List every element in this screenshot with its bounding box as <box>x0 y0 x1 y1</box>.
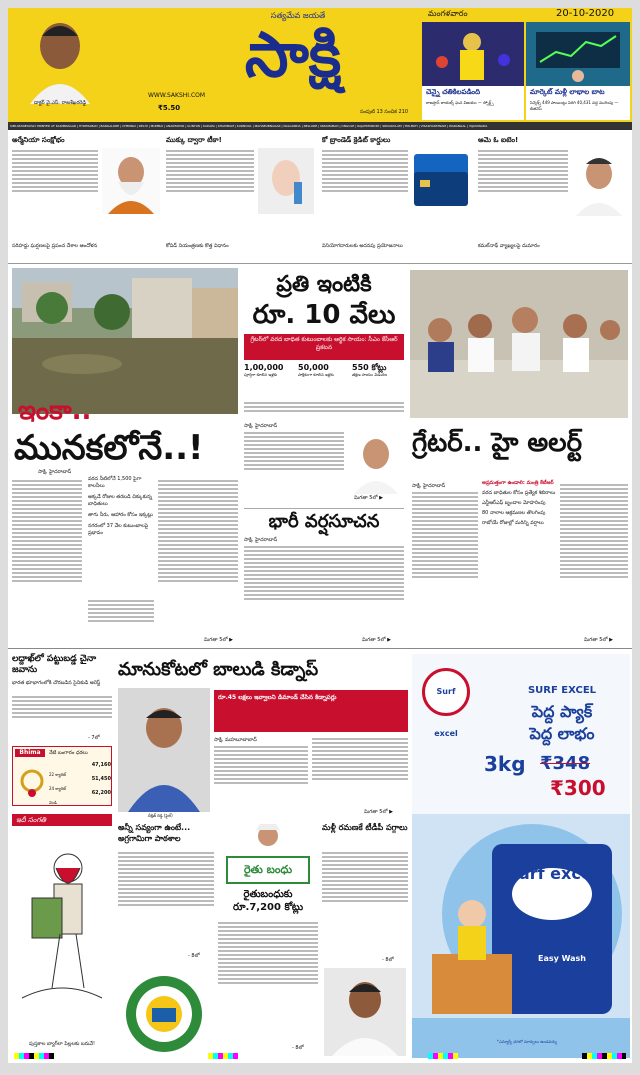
flood-headline-1: ఇంకా.. <box>18 396 92 426</box>
market-promo[interactable] <box>526 22 630 120</box>
gold-row <box>49 775 111 791</box>
farmer-icon <box>238 822 298 852</box>
scheme-page: - 8లో <box>382 957 394 963</box>
school-logo-icon <box>122 972 206 1056</box>
rain-byline: సాక్షి, హైదరాబాద్ <box>244 537 278 543</box>
flood-continued[interactable]: మిగతా 5లో ▶ <box>204 637 234 643</box>
scheme-tdp[interactable] <box>322 822 408 1058</box>
cricket-photo-icon <box>422 22 524 86</box>
teaser-body: కోవిడ్ నియంత్రణకు కొత్త విధానం <box>166 243 229 249</box>
rain-headline: భారీ వర్షసూచన <box>244 508 404 533</box>
ad-brand-logo: Surf excel <box>422 668 470 716</box>
meeting-photo-icon <box>410 270 628 418</box>
kidnap-photo-caption: దీక్షిత్ రెడ్డి (ఫైల్) <box>148 813 173 818</box>
alert-point: 80 నాలాల ఆక్రమణల తొలగింపు <box>482 510 546 516</box>
alert-body-col1 <box>412 490 478 630</box>
woman-nasal-spray-icon <box>258 148 314 214</box>
teaser-credit-cards[interactable] <box>322 136 472 260</box>
ladakh-headline: లద్దాఖ్‌లో పట్టుబడ్డ చైనా జవాను <box>12 654 97 675</box>
teaser-body: సరిహద్దు ఘర్షణలపై ప్రపంచ దేశాల ఆందోళన <box>12 243 98 249</box>
newspaper-page <box>8 8 632 1063</box>
scheme-page: - 8లో <box>188 953 200 959</box>
ad-old-price: ₹348 <box>540 753 591 774</box>
modi-photo-icon <box>102 148 160 214</box>
highlight-item: వరద నీటిలోనే 1,500 పైగా కాలనీలు <box>88 476 142 489</box>
scheme-body-lines <box>118 850 214 950</box>
kcr-photo <box>348 430 404 494</box>
stat-label: పాక్షికంగా కూలిన ఇళ్లకు <box>298 372 334 377</box>
alert-box <box>482 480 556 588</box>
section-divider <box>8 648 632 649</box>
teaser-body: కమల్‌నాథ్ వ్యాఖ్యలపై దుమారం <box>478 243 540 249</box>
cartoon-box <box>12 814 112 1058</box>
cartoon-label: ఇదీ సంగతి <box>12 814 112 826</box>
gold-row-value: 51,450 <box>91 776 111 782</box>
scheme-body-lines <box>322 850 408 950</box>
lead-note-lines <box>244 400 404 420</box>
cities-strip: SIMULTANEOUSLY PRINTED AT KARIMNAGAR | HYDERABAD | BANGALORE | CHENNAI | DELHI | MUMBAI | ANANTAPUR | GUNTUR | KADAPA | KHAMMAM | KURNOOL | MAHABUBNAGAR | NALGONDA | NELLORE | NIZAMABAD | ONGOLE | RAJAHMUNDRY | SRIKAKULAM | TIRUPATI | VISAKHAPATNAM | WARANGAL | VIJAYAWADA <box>8 122 632 130</box>
highlight-item: తాగు నీరు, ఆహారం కోసం ఇక్కట్లు <box>88 512 153 518</box>
surf-excel-ad[interactable] <box>412 654 630 1058</box>
stat-box <box>352 364 404 396</box>
boy-portrait-icon <box>118 688 210 812</box>
scheme-page: - 8లో <box>292 1045 304 1051</box>
flood-body-bottom <box>88 598 154 634</box>
teaser-body-lines <box>166 148 254 238</box>
rythu-logo: రైతు బంధు <box>226 856 310 884</box>
gold-row <box>49 789 111 805</box>
teaser-heading: కో బ్రాండెడ్ క్రెడిట్ కార్డులు <box>322 136 391 144</box>
scheme-headline: అన్నీ సవ్యంగా ఉంటే... అగ్రగామిగా పాఠశాల <box>118 823 191 843</box>
price: ₹5.50 <box>158 104 181 112</box>
ramana-portrait-icon <box>324 968 406 1056</box>
market-headline: మార్కెట్ మళ్లీ లాభాల బాట <box>530 88 605 96</box>
ladakh-page[interactable]: - 7లో <box>88 735 100 741</box>
stat-label: తక్షణ సాయం విడుదల <box>352 372 388 377</box>
teaser-armenia[interactable] <box>12 136 160 260</box>
kidnap-byline: సాక్షి, మహబూబాబాద్ <box>214 737 257 743</box>
issue-date: 20-10-2020 <box>556 8 615 19</box>
ad-pack-label: Easy Wash <box>537 954 587 963</box>
sports-sub: రాజస్తాన్ రాయల్స్ ఘన విజయం — స్పోర్ట్స్ <box>426 100 494 105</box>
alert-continued[interactable]: మిగతా 5లో ▶ <box>584 637 614 643</box>
stat-label: పూర్తిగా కూలిన ఇళ్లకు <box>244 372 278 377</box>
teaser-heading: అర్మేనియా సంక్షోభం <box>12 136 65 144</box>
masthead <box>8 8 632 122</box>
scheme-headline: రైతుబంధుకు రూ.7,200 కోట్లు <box>232 889 304 913</box>
color-swatch <box>582 1053 626 1059</box>
alert-point: వరద బాధితుల కోసం ప్రత్యేక శిబిరాలు <box>482 490 556 496</box>
teaser-nasal-vaccine[interactable] <box>166 136 316 260</box>
gold-row-label: 22 క్యారెట్ <box>49 772 67 777</box>
rain-continued[interactable]: మిగతా 5లో ▶ <box>362 637 392 643</box>
alert-headline: గ్రేటర్.. హై అలర్ట్ <box>412 428 583 458</box>
teaser-heading: ముక్కు ద్వారా టీకా! <box>166 136 222 144</box>
flooded-street-icon <box>12 268 238 414</box>
ladakh-body-lines <box>12 694 112 734</box>
highlight-item: నగరంలో 37 వేల కుటుంబాలపై ప్రభావం <box>88 523 149 536</box>
masthead-title: సాక్షి <box>244 18 342 91</box>
scheme-body-lines <box>218 920 318 1040</box>
alert-box-title: అప్రమత్తంగా ఉండాలి: మంత్రి కేటీఆర్ <box>482 480 554 486</box>
lead-stats <box>244 364 404 396</box>
ktr-meeting-photo <box>410 270 628 418</box>
flood-body-col3 <box>158 478 238 634</box>
ladakh-body: భారత భూభాగంలోకి చొరబడిన సైనికుడి అరెస్ట్ <box>12 680 101 686</box>
scheme-school[interactable] <box>118 822 214 1058</box>
stat-value: 1,00,000 <box>244 363 284 372</box>
lead-body <box>244 430 344 492</box>
alert-point: ఎన్డీఆర్‌ఎఫ్ బృందాల మోహరింపు <box>482 500 546 506</box>
teaser-body-lines <box>478 148 568 238</box>
gold-row-value: 62,200 <box>91 790 111 796</box>
scheme-headline: మళ్లీ రమణకే టీడీపీ పగ్గాలు <box>322 823 408 832</box>
lead-kicker: ప్రతి ఇంటికి <box>276 272 372 297</box>
alert-point: రాబోయే రోజుల్లో మరిన్ని వర్షాలు <box>482 520 544 526</box>
color-swatch <box>208 1053 238 1059</box>
scheme-rythu-bandhu[interactable] <box>218 822 318 1058</box>
founder-portrait-icon <box>14 14 106 114</box>
weekday: మంగళవారం <box>428 9 468 18</box>
cartoon-drawing-icon <box>12 828 112 1038</box>
lead-sub: గ్రేటర్‌లో వరద బాధిత కుటుంబాలకు ఆర్థిక సాయం: సీఎం కేసీఆర్ ప్రకటన <box>244 334 404 360</box>
flood-highlights <box>88 476 154 596</box>
gold-title: నేటి బంగారం ధరలు <box>49 750 88 756</box>
flood-body-col1 <box>12 478 82 634</box>
gold-row-label: 24 క్యారెట్ <box>49 786 67 791</box>
edition-info: సంపుటి 13 సంచిక 210 <box>360 109 409 115</box>
teaser-kamalnath[interactable] <box>478 136 628 260</box>
stat-value: 50,000 <box>298 363 329 372</box>
gold-jewel-icon <box>19 763 45 801</box>
teaser-row <box>8 132 632 264</box>
ad-title: SURF EXCEL <box>527 685 597 696</box>
founder-caption: డాక్టర్ వై.ఎస్. రాజశేఖరరెడ్డి <box>33 100 87 106</box>
ad-pack-brand: Surf excel <box>506 864 598 883</box>
ad-note: *ఎమ్మార్పీ ధరలో మార్పులు ఉండవచ్చు <box>496 1039 558 1044</box>
website: WWW.SAKSHI.COM <box>148 92 206 99</box>
gold-row-label: వెండి <box>49 800 57 805</box>
gold-row <box>49 761 111 777</box>
lead-continued[interactable]: మిగతా 5లో ▶ <box>354 495 384 501</box>
kidnap-boy-photo <box>118 688 210 812</box>
market-sub: సెన్సెక్స్ 449 పాయింట్లు పెరిగి 40,431 వద్ద ముగింపు — బిజినెస్ <box>530 100 619 111</box>
gold-brand: Bhima <box>15 749 45 757</box>
color-swatch <box>428 1053 458 1059</box>
kamalnath-photo-icon <box>572 150 626 216</box>
ad-tagline-2: పెద్ద లాభం <box>529 724 595 743</box>
stat-box <box>298 364 350 396</box>
ad-tagline-1: పెద్ద ప్యాక్ <box>531 702 593 721</box>
motto: సత్యమేవ జయతే <box>270 11 326 20</box>
alert-body-col3 <box>560 482 628 630</box>
kidnap-body-col1 <box>214 744 308 806</box>
lead-amount: రూ. 10 వేలు <box>252 300 396 330</box>
kidnap-body-col2 <box>312 736 408 806</box>
gold-rates-box <box>12 746 112 806</box>
cartoon-caption: పుస్తకాల బ్యాగ్‌లా పిల్లలకు బరువే! <box>29 1041 95 1047</box>
kidnap-continued[interactable]: మిగతా 5లో ▶ <box>364 809 394 815</box>
color-swatch <box>14 1053 54 1059</box>
flood-photo <box>12 268 238 414</box>
teaser-body-lines <box>12 148 98 238</box>
teaser-heading: ఆమె ఓ ఐటెం! <box>478 136 519 144</box>
lead-byline: సాక్షి, హైదరాబాద్ <box>244 423 278 429</box>
rain-body <box>244 544 404 632</box>
gold-row-value: 47,160 <box>91 762 111 768</box>
kidnap-sub: రూ.45 లక్షలు ఇవ్వాలని డిమాండ్ చేసిన కిడ్నాపర్లు <box>214 690 408 732</box>
stat-value: 550 కోట్లు <box>352 363 387 372</box>
stock-market-photo-icon <box>526 22 630 86</box>
paytm-card-icon <box>412 150 470 210</box>
ad-new-price: ₹300 <box>550 776 606 800</box>
ad-pack-size: 3kg <box>484 752 526 776</box>
flood-byline: సాక్షి, హైదరాబాద్ <box>38 469 72 475</box>
sports-promo[interactable] <box>422 22 524 120</box>
founder-photo <box>14 14 106 114</box>
alert-byline: సాక్షి, హైదరాబాద్ <box>412 483 446 489</box>
sports-headline: చెన్నై చతికిలపడింది <box>426 88 481 96</box>
teaser-body: వినియోగదారులకు అదనపు ప్రయోజనాలు <box>322 243 403 249</box>
kidnap-headline: మానుకోటలో బాలుడి కిడ్నాప్ <box>118 659 319 680</box>
stat-box <box>244 364 296 396</box>
highlight-item: అక్కడే రోజుల తరబడి చిక్కుకున్న బాధితులు <box>88 494 153 507</box>
flood-headline-2: మునకలోనే..! <box>14 428 204 468</box>
kcr-portrait-icon <box>348 430 404 494</box>
teaser-body-lines <box>322 148 408 238</box>
